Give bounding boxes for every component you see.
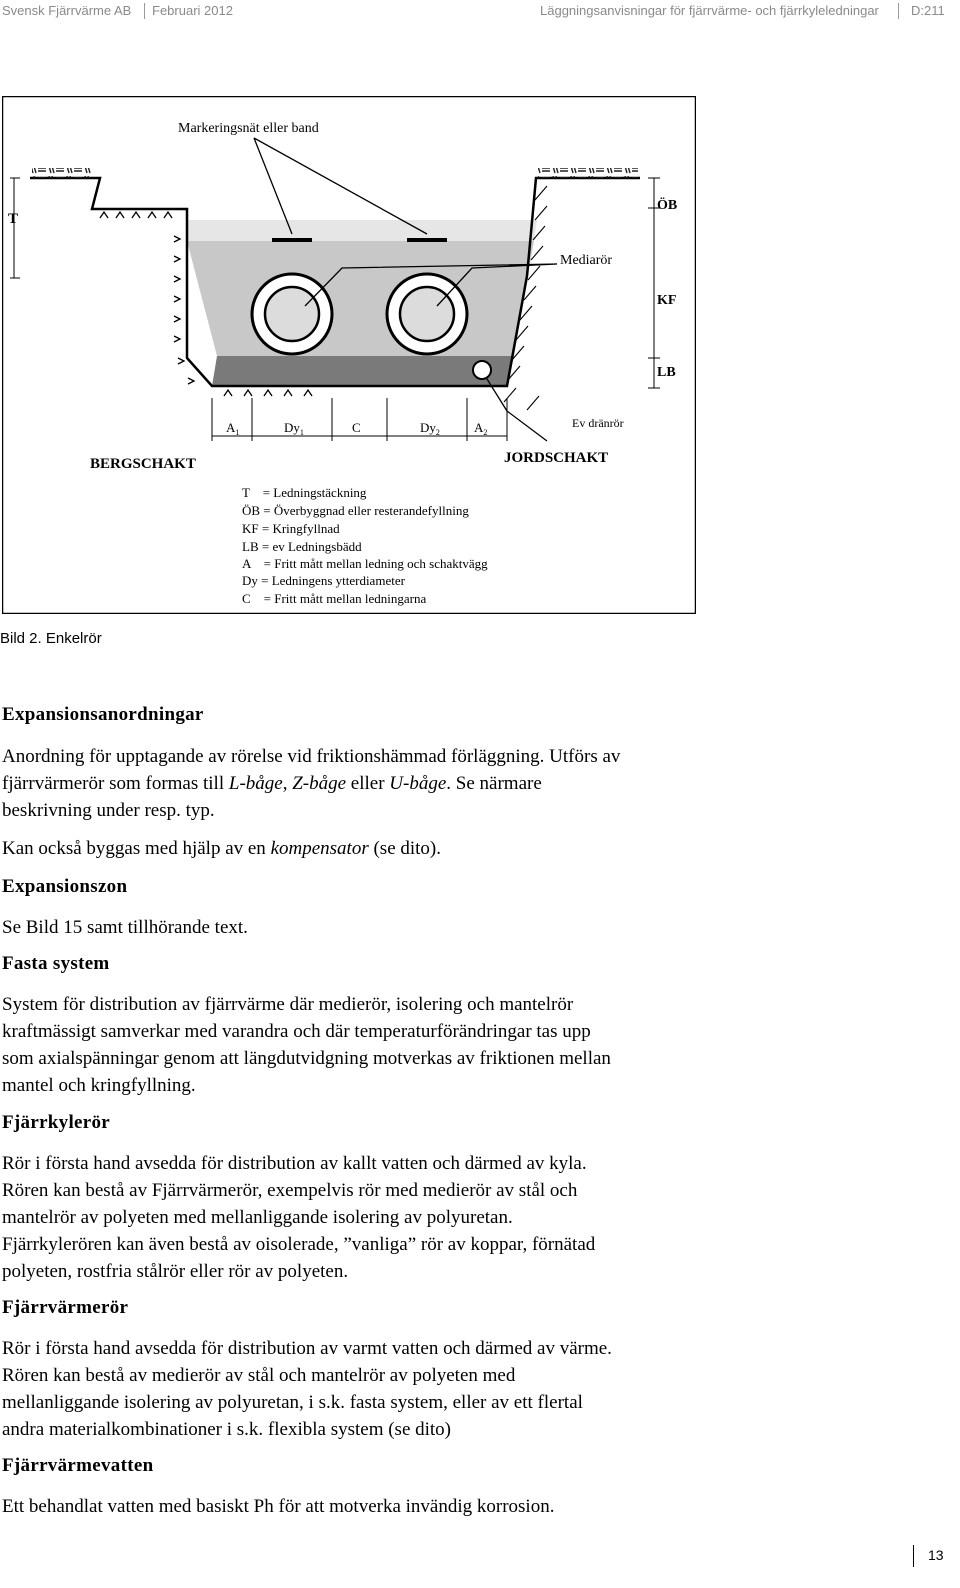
header-org: Svensk Fjärrvärme AB	[2, 3, 132, 18]
label-ev-dranror: Ev dränrör	[572, 416, 624, 430]
footer-divider	[913, 1545, 914, 1567]
para-fjarrkyleror	[2, 1150, 762, 1285]
text-line: beskrivning under resp. typ.	[2, 800, 215, 821]
text-line: Rören kan bestå av Fjärrvärmerör, exempelvis rör med medierör av stål och	[2, 1180, 578, 1201]
text-line: System för distribution av fjärrvärme där medierör, isolering och mantelrör	[2, 994, 574, 1015]
label-C: C	[352, 420, 361, 435]
heading-fasta-system: Fasta system	[2, 953, 110, 974]
text-line: kraftmässigt samverkar med varandra och där temperaturförändringar tas upp	[2, 1021, 591, 1042]
label-Dy1-sub: 1	[299, 428, 304, 437]
heading-expansionsanordningar: Expansionsanordningar	[2, 704, 204, 725]
label-Dy1: Dy	[284, 420, 300, 435]
header-title: Läggningsanvisningar för fjärrvärme- och fjärrkyleledningar	[540, 3, 879, 18]
label-A1: A	[226, 420, 236, 435]
legend-item: Dy = Ledningens ytterdiameter	[242, 573, 405, 588]
label-LB: LB	[657, 365, 676, 380]
header-divider	[144, 3, 145, 19]
text-line: Anordning för upptagande av rörelse vid friktionshämmad förläggning. Utförs av	[2, 746, 621, 767]
text-line: mantel och kringfyllning.	[2, 1075, 196, 1096]
label-A2-sub: 2	[483, 428, 488, 437]
figure-caption: Bild 2. Enkelrör	[0, 630, 102, 647]
para-fasta-system	[2, 991, 762, 1099]
para-kompensator: Kan också byggas med hjälp av en kompensator (se dito).	[2, 838, 442, 859]
ledningsbadd-zone	[212, 356, 514, 386]
drain-pipe	[473, 361, 491, 379]
label-jordschakt: JORDSCHAKT	[504, 450, 609, 466]
label-marker-tape: Markeringsnät eller band	[178, 121, 319, 136]
para-fjarrvarmevatten: Ett behandlat vatten med basiskt Ph för att motverka invändig korrosion.	[2, 1496, 555, 1517]
marker-tape-1	[272, 238, 312, 242]
label-A2: A	[474, 420, 484, 435]
text-line: polyeten, rostfria stålrör eller rör av polyeten.	[2, 1261, 349, 1282]
text-line: som axialspänningar genom att längdutvidgning motverkas av friktionen mellan	[2, 1048, 611, 1069]
legend-item: C = Fritt mått mellan ledningarna	[242, 591, 427, 606]
text-line: fjärrvärmerör som formas till L-båge, Z-båge eller U-båge. Se närmare	[2, 773, 542, 794]
heading-fjarrkyleror: Fjärrkylerör	[2, 1112, 111, 1133]
label-bergschakt: BERGSCHAKT	[90, 456, 196, 472]
legend-item: LB = ev Ledningsbädd	[242, 539, 362, 554]
label-T: T	[8, 211, 19, 227]
header-doc-no: D:211	[911, 3, 945, 18]
label-KF: KF	[657, 293, 677, 308]
page-number: 13	[928, 1547, 944, 1563]
legend-item: ÖB = Överbyggnad eller resterandefyllning	[242, 503, 469, 518]
text-line: Fjärrkylerören kan även bestå av oisolerade, ”vanliga” rör av koppar, förnätad	[2, 1234, 596, 1255]
term-kompensator: kompensator	[270, 838, 369, 859]
page-header	[0, 0, 960, 22]
overbyggnad-zone	[187, 220, 537, 241]
label-Dy2: Dy	[420, 420, 436, 435]
header-date: Februari 2012	[152, 3, 233, 18]
ground-left	[32, 168, 92, 178]
term-l-bage: L-båge	[228, 773, 283, 794]
kringfyllnad-zone	[187, 241, 534, 356]
para-expansionszon: Se Bild 15 samt tillhörande text.	[2, 917, 248, 938]
label-mediaror: Mediarör	[560, 253, 613, 268]
legend-item: KF = Kringfyllnad	[242, 521, 340, 536]
text-line: andra materialkombinationer i s.k. flexibla system (se dito)	[2, 1419, 452, 1440]
marker-tape-2	[407, 238, 447, 242]
trench-cross-section-figure	[2, 96, 696, 614]
label-A1-sub: 1	[235, 428, 240, 437]
heading-expansionszon: Expansionszon	[2, 876, 128, 897]
para-expansionsanordningar	[2, 743, 762, 824]
label-OB: ÖB	[657, 198, 678, 213]
heading-fjarrvarmeror: Fjärrvärmerör	[2, 1297, 129, 1318]
term-u-bage: U-båge	[389, 773, 447, 794]
pipe-1	[252, 274, 332, 354]
text-line: Rör i första hand avsedda för distribution av varmt vatten och därmed av värme.	[2, 1338, 612, 1359]
text-line: Rör i första hand avsedda för distribution av kallt vatten och därmed av kyla.	[2, 1153, 587, 1174]
legend-item: T = Ledningstäckning	[242, 485, 367, 500]
heading-fjarrvarmevatten: Fjärrvärmevatten	[2, 1455, 154, 1476]
text-line: mantelrör av polyeten med mellanliggande isolering av polyuretan.	[2, 1207, 513, 1228]
text-line: mellanliggande isolering av polyuretan, i s.k. fasta system, eller av ett flertal	[2, 1392, 583, 1413]
ground-right	[538, 168, 638, 178]
legend-item: A = Fritt mått mellan ledning och schaktvägg	[242, 556, 488, 571]
para-fjarrvarmeror	[2, 1335, 762, 1443]
header-divider	[898, 3, 899, 19]
text-line: Rören kan bestå av medierör av stål och mantelrör av polyeten med	[2, 1365, 516, 1386]
label-Dy2-sub: 2	[435, 428, 440, 437]
term-z-bage: Z-båge	[292, 773, 347, 794]
